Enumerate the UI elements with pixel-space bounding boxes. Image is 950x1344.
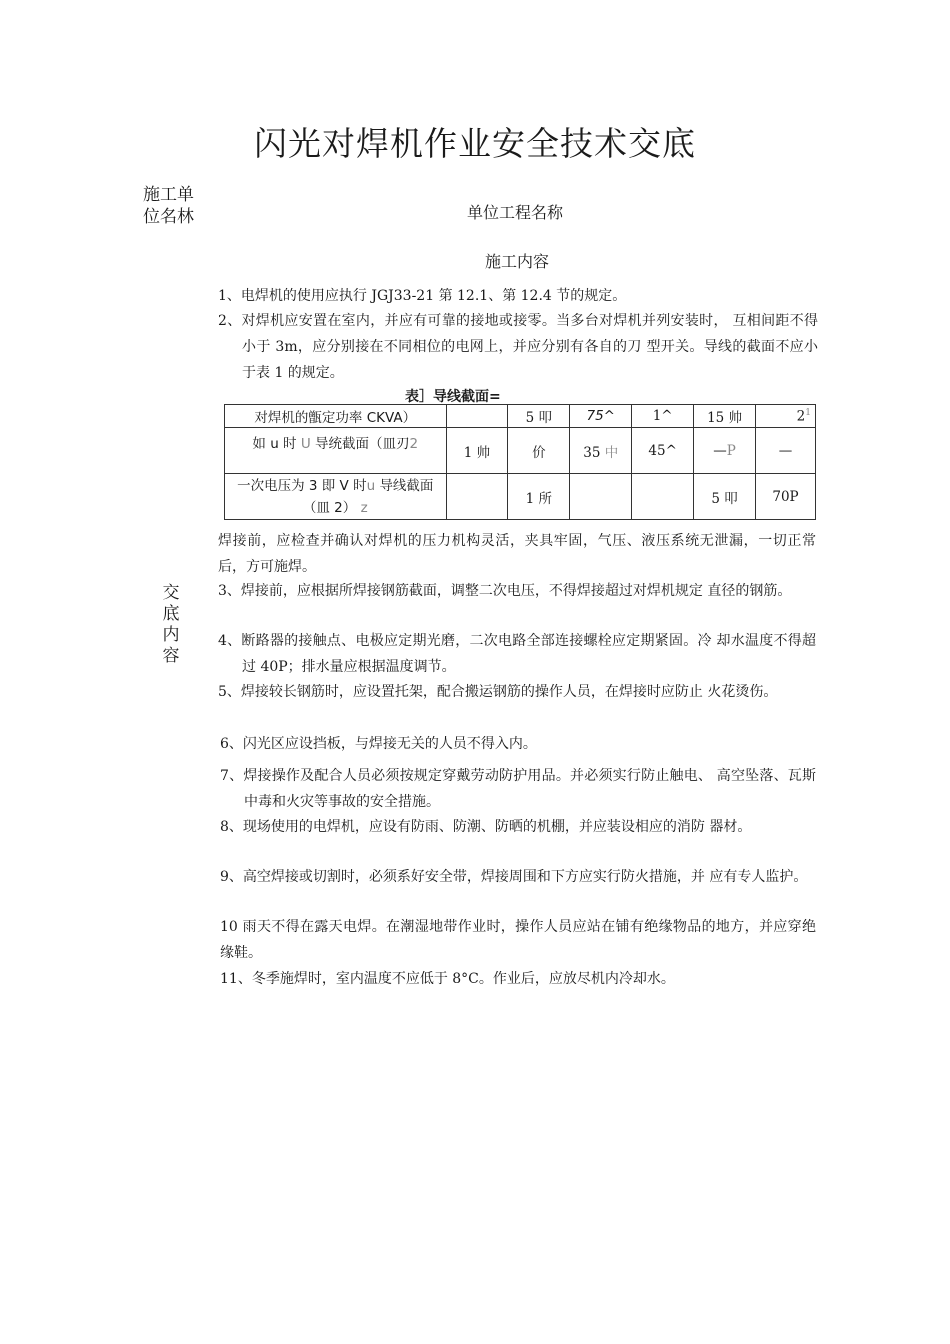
item-10: 10 雨天不得在露天电焊。在潮湿地带作业时，操作人员应站在铺有绝缘物品的地方，并应穿绝缘鞋。 [220,919,816,961]
table-cell [570,474,632,520]
construction-content-label: 施工内容 [484,252,549,271]
table-cell [632,474,694,520]
unit-project-name-label: 单位工程名称 [466,203,563,222]
table-row [225,428,816,474]
table-cell: $2^1$ [756,405,816,428]
table-cell: 45^ [632,428,694,474]
table-cell: 15 帅 [694,405,756,428]
table-cell: —P [694,428,756,474]
table-cell: 5 叩 [694,474,756,520]
item-2: 2、对焊机应安置在室内，并应有可靠的接地或接零。当多台对焊机并列安装时， 互相间距不得小于 3m，应分别接在不同相位的电网上，并应分别有各自的刀 型开关。导线的截面不应小于表 1 的规定。 [218,313,818,381]
table-cell: 1 帅 [446,428,508,474]
table-cell: — [756,428,816,474]
table-header-primary: 一次电压为 3 即 V 时u 导线截面 （皿 2） z [225,474,447,520]
table-row [225,474,816,520]
item-9: 9、高空焊接或切割时，必须系好安全带，焊接周围和下方应实行防火措施，并 应有专人监护。 [220,869,808,885]
table-header-secondary: 如 u 时 U 导统截面（皿刃2 [225,428,447,474]
table-caption: 表］导线截面= [405,389,501,405]
item-11: 11、冬季施焊时，室内温度不应低于 8°C。作业后，应放尽机内冷却水。 [220,971,675,987]
item-4: 4、断路器的接触点、电极应定期光磨，二次电路全部连接螺栓应定期紧固。冷 却水温度不得超过 40P；排水量应根据温度调节。 [218,633,816,675]
table-cell: 价 [508,428,570,474]
table-cell: 35 中 [570,428,632,474]
construction-unit-label: 施工单位名林 [143,185,194,227]
item-8: 8、现场使用的电焊机，应设有防雨、防潮、防晒的机棚，并应装设相应的消防 器材。 [220,819,752,835]
table-cell [446,405,508,428]
item-5: 5、焊接较长钢筋时，应设置托架，配合搬运钢筋的操作人员，在焊接时应防止 火花烫伤。 [218,684,778,700]
item-pre-weld-check: 焊接前，应检查并确认对焊机的压力机构灵活，夹具牢固，气压、液压系统无泄漏，一切正常后，方可施焊。 [218,533,816,575]
item-7: 7、焊接操作及配合人员必须按规定穿戴劳动防护用品。并必须实行防止触电、 高空坠落、瓦斯中毒和火灾等事故的安全措施。 [220,768,816,810]
table-cell: 1 所 [508,474,570,520]
item-1: 1、电焊机的使用应执行 JGJ33-21 第 12.1、第 12.4 节的规定。 [218,288,627,304]
handover-content-side-label: 交底内容 [162,583,180,666]
table-cell: 5 叩 [508,405,570,428]
table-cell: 75^ [570,405,632,428]
table-cell: 70P [756,474,816,520]
table-cell: 1^ [632,405,694,428]
item-3: 3、焊接前，应根据所焊接钢筋截面，调整二次电压，不得焊接超过对焊机规定 直径的钢筋。 [218,583,792,599]
wire-section-table [224,404,816,520]
item-6: 6、闪光区应设挡板，与焊接无关的人员不得入内。 [220,736,537,752]
table-cell [446,474,508,520]
table-header-power: 对焊机的甑定功率 CKVA） [225,405,447,428]
table-row [225,405,816,428]
page-title: 闪光对焊机作业安全技术交底 [254,124,696,163]
